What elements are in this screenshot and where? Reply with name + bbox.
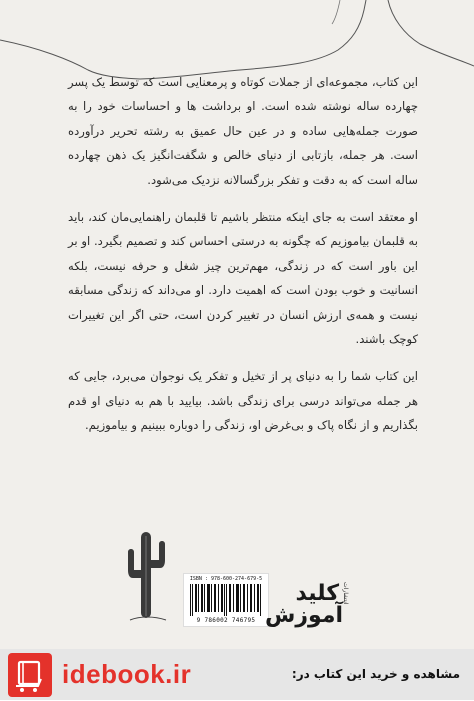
store-footer-banner[interactable] xyxy=(0,649,474,700)
publisher-logo xyxy=(265,581,349,632)
blurb-paragraph-2: او معتقد است به جای اینکه منتظر باشیم تا قلبمان راهنمایی‌مان کند، باید به قلبمان بیاموزیم که چگونه به درستی احساس کند و تصمیم بگیرد. او بر این باور است که در زندگی، مهم‌ترین چیز شغل و حرفه نیست، بلکه انسانیت و خوب بودن است که اهمیت دارد. او می‌داند که زندگی مسابقه نیست و همه‌ی ارزش انسان در تغییر کردن است، حتی اگر این تغییرات کوچک باشند. xyxy=(68,210,418,347)
barcode-bars xyxy=(190,584,262,616)
blurb-paragraph-3: این کتاب شما را به دنیای پر از تخیل و تفکر یک نوجوان می‌برد، جایی که هر جمله می‌تواند درسی برای زندگی باشد. بیایید با هم به دنیای او قدم بگذاریم و از نگاه پاک و بی‌غرض او، زندگی را دوباره ببینیم و بیاموزیم. xyxy=(68,369,418,433)
footer-cta-text: مشاهده و خرید این کتاب در: xyxy=(291,667,460,681)
website-link[interactable]: idebook.ir xyxy=(62,659,192,689)
barcode xyxy=(183,573,269,627)
isbn-text: ISBN : 978-600-274-679-5 xyxy=(189,576,263,582)
blurb-paragraph-1: این کتاب، مجموعه‌ای از جملات کوتاه و پرمعنایی است که توسط یک پسر چهارده ساله نوشته شده است. او برداشت ها و احساسات خود را به صورت جمله‌هایی ساده و در عین حال عمیق به رشته تحریر درآورده است. هر جمله، بازتابی از دنیای خالص و شگفت‌انگیز یک ذهن چهارده ساله است که به دقت و تفکر بزرگسالانه نزدیک می‌شود. xyxy=(68,75,418,187)
publisher-name-line1: کلید xyxy=(295,581,339,606)
back-cover-blurb xyxy=(68,70,418,451)
publisher-name-line2: آموزش xyxy=(265,603,343,628)
ean-number: 9 786002 746795 xyxy=(196,617,256,624)
publisher-label: انتشارات xyxy=(342,582,349,605)
book-cart-icon xyxy=(8,653,52,697)
cactus-icon xyxy=(124,526,170,624)
